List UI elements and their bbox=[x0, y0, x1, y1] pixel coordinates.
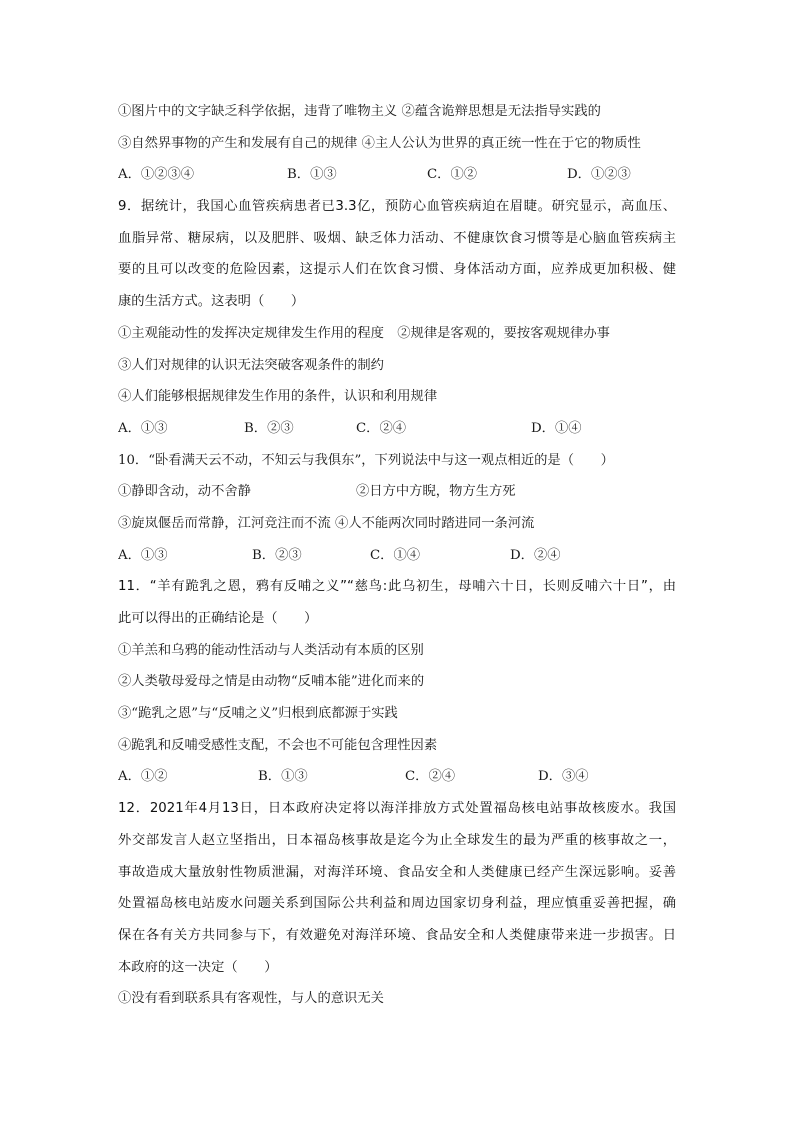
choice-c: C．②④ bbox=[356, 420, 407, 436]
question-8-tail bbox=[118, 96, 676, 191]
choice-d: D．①④ bbox=[531, 420, 582, 436]
question-stem-line: 11．“羊有跪乳之恩，鸦有反哺之义”“慈鸟:此乌初生，母哺六十日，长则反哺六十日”，由 bbox=[118, 579, 676, 595]
question-stem-line: 要的且可以改变的危险因素，这提示人们在饮食习惯、身体活动方面，应养成更加积极、健 bbox=[118, 262, 676, 278]
question-10 bbox=[118, 445, 676, 572]
answer-choices bbox=[118, 159, 676, 191]
question-stem-line: 12．2021年4月13日，日本政府决定将以海洋排放方式处置福岛核电站事故核废水。我国 bbox=[118, 801, 676, 817]
statement-line: ①没有看到联系具有客观性，与人的意识无关 bbox=[118, 991, 384, 1007]
answer-choices bbox=[118, 761, 676, 793]
question-12 bbox=[118, 793, 676, 1015]
statement-line: ①羊羔和乌鸦的能动性活动与人类活动有本质的区别 bbox=[118, 642, 424, 658]
choice-a: A．①③ bbox=[118, 547, 168, 563]
choice-a: A．①②③④ bbox=[118, 167, 195, 183]
statement-line: ③“跪乳之恩”与“反哺之义”归根到底都源于实践 bbox=[118, 706, 398, 722]
choice-d: D．①②③ bbox=[567, 167, 631, 183]
answer-choices bbox=[118, 540, 676, 572]
question-stem-line: 外交部发言人赵立坚指出，日本福岛核事故是迄今为止全球发生的最为严重的核事故之一， bbox=[118, 832, 676, 848]
question-stem-line: 康的生活方式。这表明（ ） bbox=[118, 294, 305, 310]
question-stem-line: 事故造成大量放射性物质泄漏，对海洋环境、食品安全和人类健康已经产生深远影响。妥善 bbox=[118, 864, 676, 880]
choice-b: B．②③ bbox=[252, 547, 302, 563]
choice-a: A．①③ bbox=[118, 420, 168, 436]
statement-line: ④跪乳和反哺受感性支配，不会也不可能包含理性因素 bbox=[118, 737, 438, 753]
statement-2: ②日方中方睨，物方生方死 bbox=[356, 484, 516, 500]
question-stem-line: 处置福岛核电站废水问题关系到国际公共利益和周边国家切身利益，理应慎重妥善把握，确 bbox=[118, 896, 676, 912]
question-stem-line: 血脂异常、糖尿病，以及肥胖、吸烟、缺乏体力活动、不健康饮食习惯等是心脑血管疾病主 bbox=[118, 230, 676, 246]
statement-line: ①图片中的文字缺乏科学依据，违背了唯物主义 ②蕴含诡辩思想是无法指导实践的 bbox=[118, 104, 601, 119]
choice-c: C．①② bbox=[427, 167, 478, 183]
choice-b: B．①③ bbox=[258, 769, 308, 785]
statement-line: ②人类敬母爱母之情是由动物“反哺本能”进化而来的 bbox=[118, 674, 425, 690]
statement-line: ③人们对规律的认识无法突破客观条件的制约 bbox=[118, 357, 384, 373]
choice-b: B．①③ bbox=[287, 167, 337, 183]
answer-choices bbox=[118, 413, 676, 445]
question-9 bbox=[118, 191, 676, 445]
question-stem-line: 9．据统计，我国心血管疾病患者已3.3亿，预防心血管疾病迫在眉睫。研究显示，高血压、 bbox=[118, 199, 676, 215]
statement-line bbox=[118, 476, 676, 508]
statement-line: ③旋岚偃岳而常静，江河竞注而不流 ④人不能两次同时踏进同一条河流 bbox=[118, 515, 535, 531]
choice-b: B．②③ bbox=[244, 420, 294, 436]
page-content bbox=[118, 96, 676, 1015]
question-stem-line: 10．“卧看满天云不动，不知云与我俱东”，下列说法中与这一观点相近的是（ ） bbox=[118, 452, 614, 468]
choice-d: D．②④ bbox=[510, 547, 561, 563]
statement-line: ①主观能动性的发挥决定规律发生作用的程度 ②规律是客观的，要按客观规律办事 bbox=[118, 325, 610, 341]
choice-d: D．③④ bbox=[538, 769, 589, 785]
question-stem-line: 此可以得出的正确结论是（ ） bbox=[118, 611, 318, 626]
choice-c: C．①④ bbox=[370, 547, 421, 563]
choice-c: C．②④ bbox=[405, 769, 456, 785]
statement-line: ④人们能够根据规律发生作用的条件，认识和利用规律 bbox=[118, 389, 438, 405]
choice-a: A．①② bbox=[118, 769, 168, 785]
question-11 bbox=[118, 571, 676, 793]
question-stem-line: 本政府的这一决定（ ） bbox=[118, 959, 278, 975]
statement-line: ③自然界事物的产生和发展有自己的规律 ④主人公认为世界的真正统一性在于它的物质性 bbox=[118, 135, 641, 151]
question-stem-line: 保在各有关方共同参与下，有效避免对海洋环境、食品安全和人类健康带来进一步损害。日 bbox=[118, 927, 676, 943]
statement-1: ①静即含动，动不舍静 bbox=[118, 484, 251, 500]
